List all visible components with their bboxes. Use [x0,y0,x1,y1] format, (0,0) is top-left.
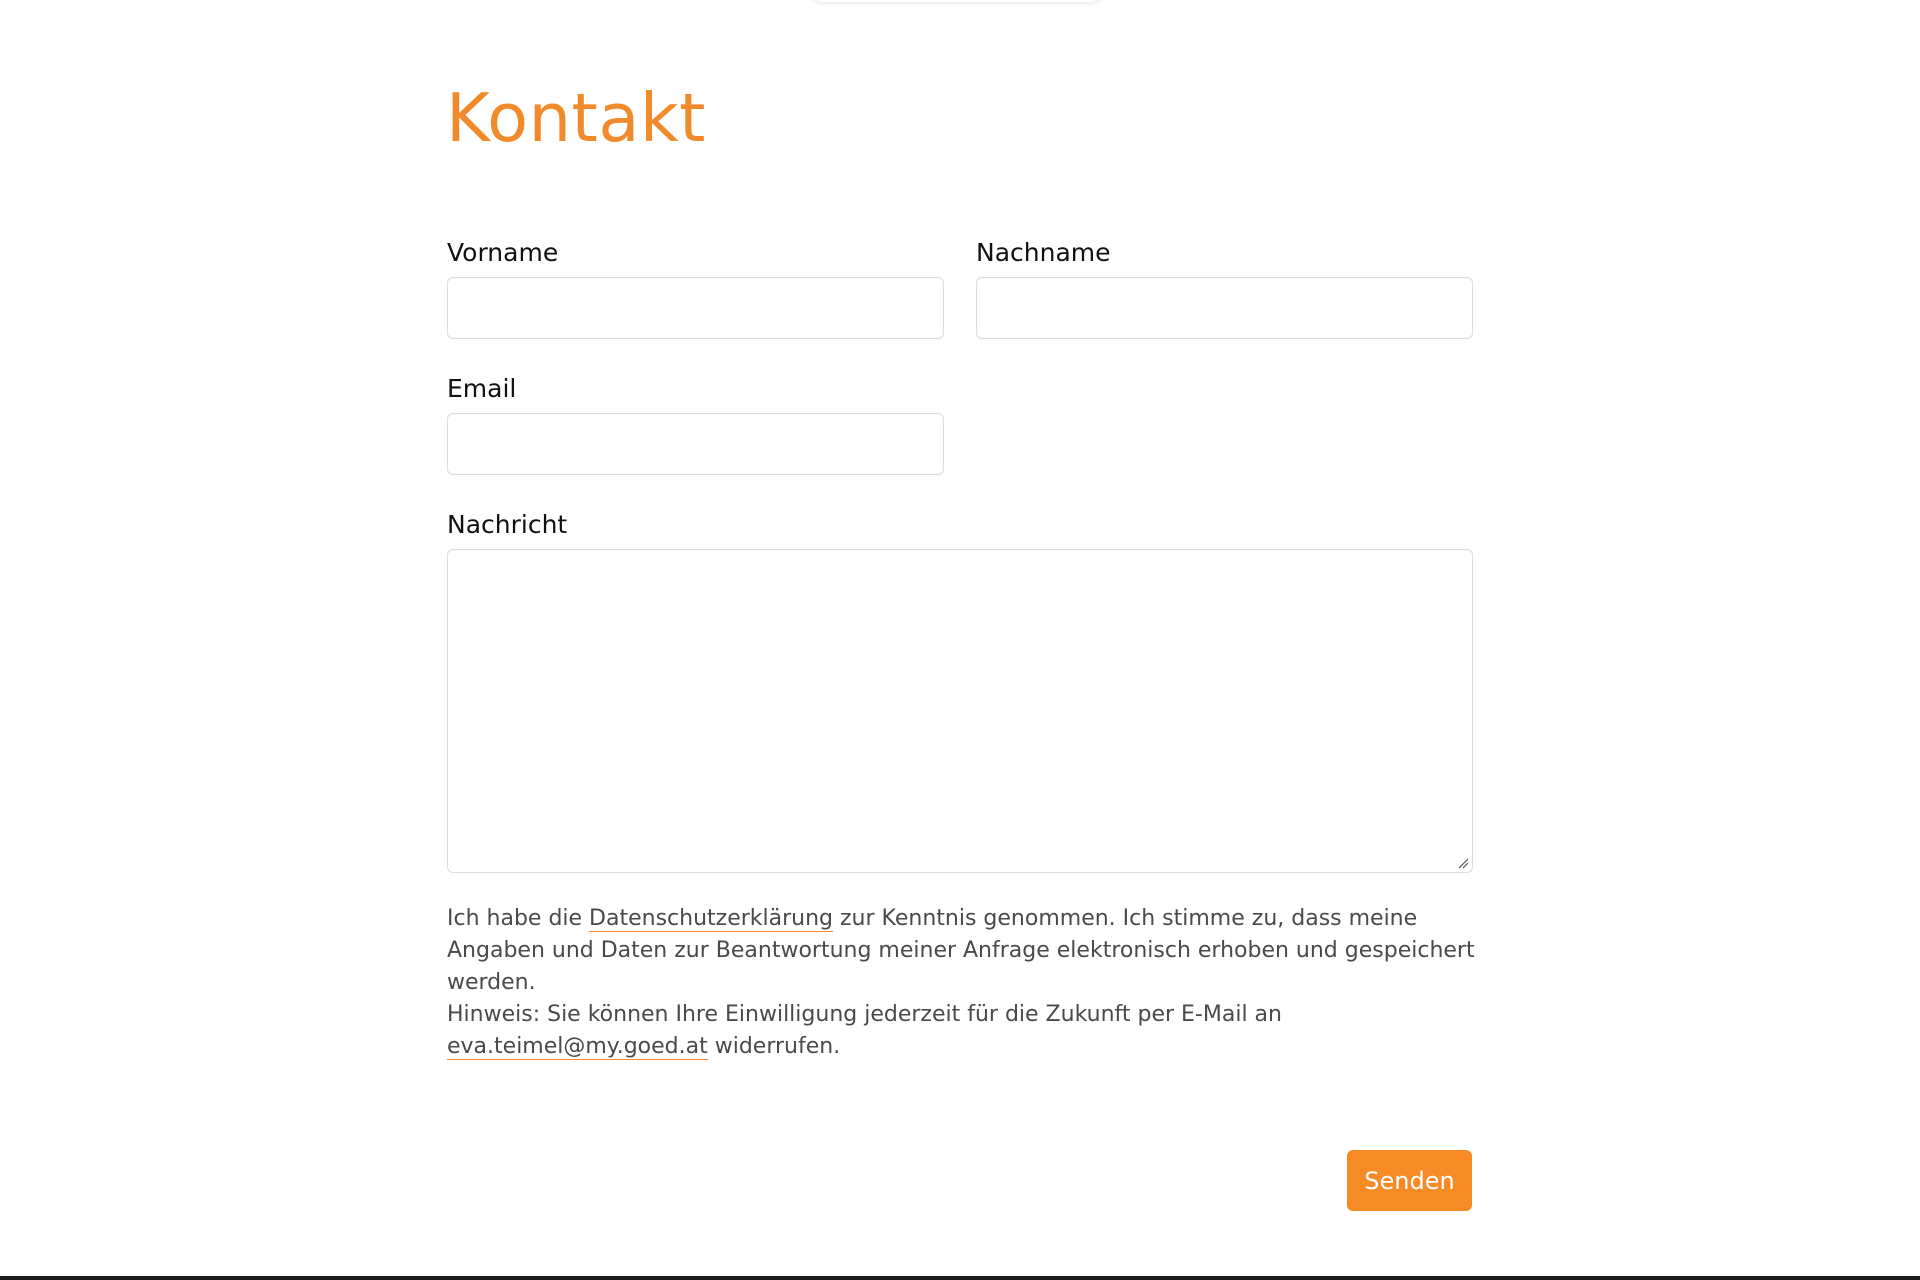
privacy-policy-link[interactable]: Datenschutzerklärung [589,906,834,931]
submit-button[interactable]: Senden [1347,1150,1472,1211]
resize-handle-icon[interactable] [1457,857,1469,869]
consent-text-part-1: Ich habe die [447,906,590,931]
top-navigation-tab [808,0,1106,2]
message-textarea[interactable] [447,549,1473,873]
email-label: Email [447,374,517,403]
revocation-note-suffix: widerrufen. [707,1034,841,1059]
first-name-label: Vorname [447,238,559,267]
last-name-input[interactable] [976,277,1473,339]
first-name-input[interactable] [447,277,944,339]
email-input[interactable] [447,413,944,475]
last-name-label: Nachname [976,238,1111,267]
page-title: Kontakt [446,79,706,157]
consent-text-part-2: zur Kenntnis genommen. Ich stimme zu, dass meine Angaben und Daten zur Beantwortung meiner Anfrage elektronisch erhoben und gespeichert werden. [447,906,1475,995]
consent-text [447,903,1487,1063]
message-label: Nachricht [447,510,568,539]
footer-divider [0,1276,1920,1280]
revocation-email-link[interactable]: eva.teimel@my.goed.at [447,1034,708,1059]
revocation-note: Hinweis: Sie können Ihre Einwilligung jederzeit für die Zukunft per E-Mail an [447,1002,1282,1027]
